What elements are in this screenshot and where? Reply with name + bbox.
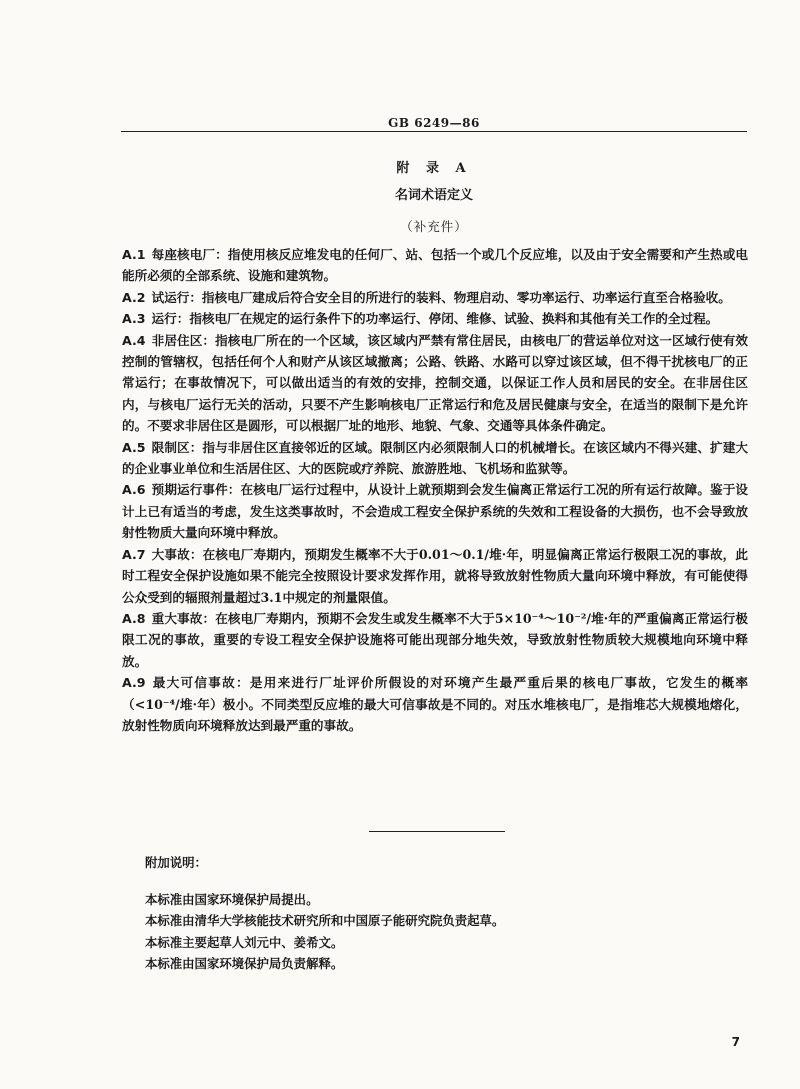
standard-code: GB 6249—86 [388,116,480,130]
clause-number: A.3 [122,311,146,327]
note-line: 本标准由清华大学核能技术研究所和中国原子能研究院负责起草。 [145,913,505,928]
clause-number: A.9 [122,675,146,691]
clause-number: A.2 [122,289,146,305]
clause-text: 大事故：在核电厂寿期内，预期发生概率不大于0.01～0.1/堆·年，明显偏离正常运行极限工况的事故，此时工程安全保护设施如果不能完全按照设计要求发挥作用，就将导致放射性物质大量向环境中释放，有可能使得公众受到的辐照剂量超过3.1中规定的剂量限值。 [122,546,748,605]
note-line: 本标准由国家环境保护局负责解释。 [145,956,344,971]
clause-number: A.6 [122,482,146,498]
note-line: 本标准主要起草人刘元中、姜希文。 [145,934,344,950]
clause-a9 [122,672,748,736]
clause-list [122,244,748,736]
clause-text: 运行：指核电厂在规定的运行条件下的功率运行、停闭、维修、试验、换料和其他有关工作的全过程。 [151,311,719,327]
section-divider [369,831,505,832]
note-line: 本标准由国家环境保护局提出。 [145,891,319,907]
clause-a6 [122,479,748,543]
clause-number: A.4 [122,332,146,348]
clause-a7 [122,544,748,608]
clause-text: 最大可信事故：是用来进行厂址评价所假设的对环境产生最严重后果的核电厂事故，它发生的概率（<10⁻⁴/堆·年）极小。不同类型反应堆的最大可信事故是不同的。对压水堆核电厂，是指堆芯大规模地熔化，放射性物质向环境释放达到最严重的事故。 [122,675,748,733]
clause-number: A.1 [122,247,146,262]
header-rule [121,131,747,132]
clause-text: 预期运行事件：在核电厂运行过程中，从设计上就预期到会发生偏离正常运行工况的所有运行故障。鉴于设计上已有适当的考虑，发生这类事故时，不会造成工程安全保护系统的失效和工程设备的大损伤，也不会导致放射性物质大量向环境中释放。 [122,482,748,541]
clause-a4 [122,330,748,437]
clause-text: 非居住区：指核电厂所在的一个区域，该区域内严禁有常住居民，由核电厂的营运单位对这一区域行使有效控制的管辖权，包括任何个人和财产从该区域撤离；公路、铁路、水路可以穿过该区域，但不得干扰核电厂的正常运行；在事故情况下，可以做出适当的有效的安排，控制交通，以保证工作人员和居民的安全。在非居住区内，与核电厂运行无关的活动，只要不产生影响核电厂正常运行和危及居民健康与安全，在适当的限制下是允许的。不要求非居住区是圆形，可以根据厂址的地形、地貌、气象、交通等具体条件确定。 [122,332,748,434]
clause-number: A.8 [122,610,146,626]
clause-text: 重大事故：在核电厂寿期内，预期不会发生或发生概率不大于5×10⁻⁴～10⁻²/堆·年的严重偏离正常运行极限工况的事故，重要的专设工程安全保护设施将可能出现部分地失效，导致放射性物质较大规模地向环境中释放。 [122,610,748,669]
clause-number: A.5 [122,439,146,455]
clause-text: 试运行：指核电厂建成后符合安全目的所进行的装料、物理启动、零功率运行、功率运行直至合格验收。 [151,289,731,305]
clause-a8 [122,608,748,672]
section-title: 名词术语定义 [394,188,473,203]
clause-a1 [122,244,748,287]
clause-a2 [122,287,748,308]
clause-text: 限制区：指与非居住区直接邻近的区域。限制区内必须限制人口的机械增长。在该区域内不得兴建、扩建大的企业事业单位和生活居住区、大的医院或疗养院、旅游胜地、飞机场和监狱等。 [122,439,748,477]
supplement-label: （补充件） [400,219,468,234]
clause-a3 [122,308,748,329]
clause-text: 每座核电厂：指使用核反应堆发电的任何厂、站、包括一个或几个反应堆，以及由于安全需要和产生热或电能所必须的全部系统、设施和建筑物。 [122,247,748,284]
notes-title: 附加说明： [145,855,207,870]
clause-a5 [122,437,748,480]
additional-notes [145,852,705,975]
page-number: 7 [731,1035,740,1049]
appendix-title: 附 录 A [396,161,472,176]
clause-number: A.7 [122,546,146,562]
